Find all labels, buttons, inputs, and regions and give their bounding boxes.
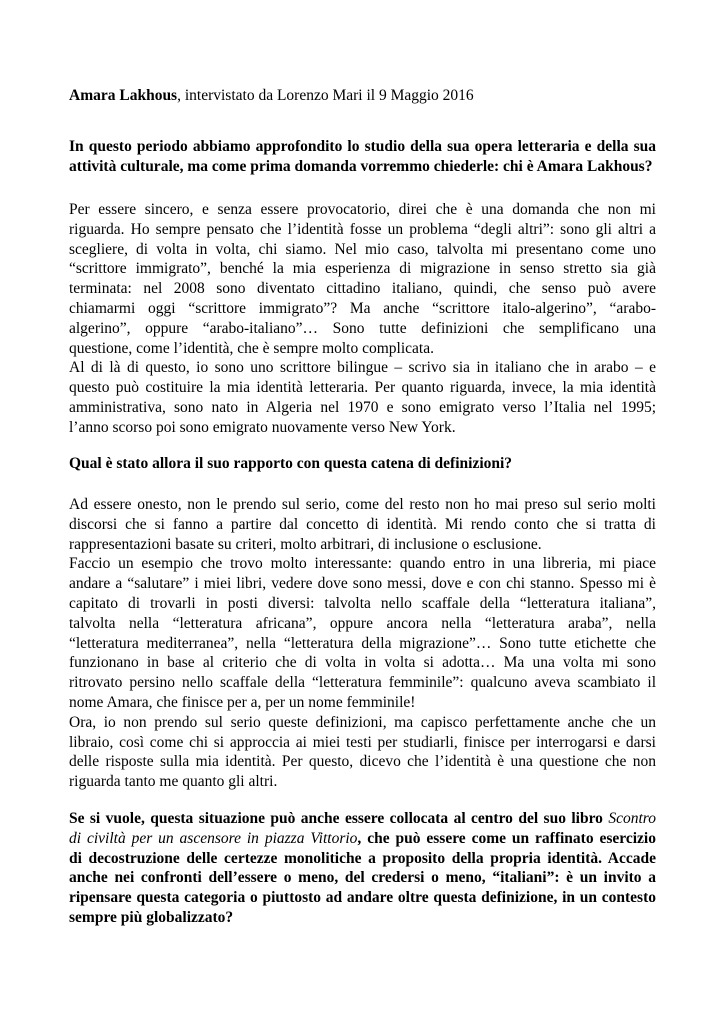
text-line: Qual è stato allora il suo rapporto con questa catena di definizioni?: [69, 455, 513, 472]
answer-1: [69, 200, 656, 438]
text-line: Per essere sincero, e senza essere provocatorio, direi che è una domanda che non mi: [69, 201, 656, 218]
paragraph: [69, 137, 656, 177]
text-line: terminata: nel 2008 sono diventato cittadino italiano, quindi, che senso può avere: [69, 280, 656, 298]
text-line: chiamarmi oggi “scrittore immigrato”? Ma anche “scrittore italo-algerino”, “arabo-: [69, 299, 656, 317]
text-line: riguarda. Ho sempre pensato che l’identità fosse un problema “degli altri”: sono gli altri a: [69, 220, 656, 238]
text-line: rappresentazioni basate su criteri, molto arbitrari, di inclusione o esclusione.: [69, 535, 542, 553]
text-line: Ad essere onesto, non le prendo sul serio, come del resto non ho mai preso sul serio molti: [69, 496, 656, 513]
text-line: funzionano in base al criterio che di volta in volta si adotta… Ma una volta mi sono: [69, 654, 656, 672]
text-line: questione, come l’identità, che è sempre molto complicata.: [69, 339, 434, 357]
text-line: questo può costituire la mia identità letteraria. Per quanto riguarda, invece, la mia identità: [69, 379, 656, 397]
paragraph: [69, 200, 656, 358]
answer-2: [69, 495, 656, 792]
interview-details: , intervistato da Lorenzo Mari il 9 Maggio 2016: [177, 87, 474, 104]
text-line: andare a “salutare” i miei libri, vedere dove sono messi, dove e con chi stanno. Spesso mi è: [69, 575, 656, 593]
paragraph: [69, 454, 656, 474]
paragraph: [69, 358, 656, 437]
text-line: nome Amara, che finisce per a, per un nome femminile!: [69, 693, 416, 711]
text-segment: , che può essere come un raffinato esercizio: [357, 829, 656, 847]
text-line: “scrittore immigrato”, benché la mia esperienza di migrazione in senso stretto sia già: [69, 260, 656, 278]
question-1: [69, 137, 656, 177]
paragraph: [69, 495, 656, 554]
text-line: Ora, io non prendo sul serio queste definizioni, ma capisco perfettamente anche che un: [69, 713, 656, 731]
text-line: scegliere, di volta in volta, chi siamo. Nel mio caso, talvolta mi presentano come uno: [69, 240, 656, 258]
text-line: anche nei confronti dell’essere o meno, del credersi o meno, “italiani”: è un invito a: [69, 869, 656, 887]
question-2: [69, 454, 656, 474]
text-line: delle risposte sulla mia identità. Per questo, dicevo che l’identità è una questione che non: [69, 753, 656, 771]
book-title: Scontro: [608, 810, 656, 827]
text-line: algerino”, oppure “arabo-italiano”… Sono tutte definizioni che semplificano una: [69, 319, 656, 337]
text-line: riguarda tanto me quanto gli altri.: [69, 773, 278, 791]
text-line: “letteratura mediterranea”, nella “letteratura della migrazione”… Sono tutte etichette che: [69, 634, 656, 652]
text-line: [69, 829, 656, 849]
interviewee-name: Amara Lakhous: [69, 87, 178, 104]
text-line: [69, 809, 656, 829]
text-line: attività culturale, ma come prima domanda vorremmo chiederle: chi è Amara Lakhous?: [69, 157, 653, 175]
text-line: Faccio un esempio che trovo molto interessante: quando entro in una libreria, mi piace: [69, 555, 656, 573]
text-line: talvolta nella “letteratura africana”, oppure ancora nella “letteratura araba”, nella: [69, 614, 656, 632]
text-line: discorsi che si fanno a partire dal concetto di identità. Mi rendo conto che si tratta di: [69, 515, 656, 533]
text-line: sempre più globalizzato?: [69, 908, 234, 926]
text-line: ripensare questa categoria o piuttosto ad andare oltre questa definizione, in un contesto: [69, 889, 656, 907]
text-line: In questo periodo abbiamo approfondito lo studio della sua opera letteraria e della sua: [69, 138, 656, 155]
text-line: ritrovato persino nello scaffale della “letteratura femminile”: qualcuno aveva scambiato il: [69, 674, 656, 692]
text-line: l’anno scorso poi sono emigrato nuovamente verso New York.: [69, 418, 456, 436]
text-line: libraio, così come chi si approccia ai miei testi per studiarli, finisce per interrogarsi e darsi: [69, 733, 656, 751]
text-line: di decostruzione delle certezze monolitiche a proposito della propria identità. Accade: [69, 849, 656, 867]
text-line: capitato di trovarli in posti diversi: talvolta nello scaffale della “letteratura italiana”,: [69, 594, 656, 612]
paragraph: [69, 713, 656, 792]
paragraph: [69, 809, 656, 928]
paragraph: [69, 554, 656, 712]
question-3: [69, 809, 656, 928]
text-line: amministrativa, sono nato in Algeria nel 1970 e sono emigrato verso l’Italia nel 1995;: [69, 398, 656, 416]
text-segment: Se si vuole, questa situazione può anche essere collocata al centro del suo libro: [69, 810, 609, 827]
interview-header: [69, 86, 656, 106]
book-title: di civiltà per un ascensore in piazza Vittorio: [69, 829, 358, 847]
text-line: Al di là di questo, io sono uno scrittore bilingue – scrivo sia in italiano che in arabo – e: [69, 359, 656, 377]
